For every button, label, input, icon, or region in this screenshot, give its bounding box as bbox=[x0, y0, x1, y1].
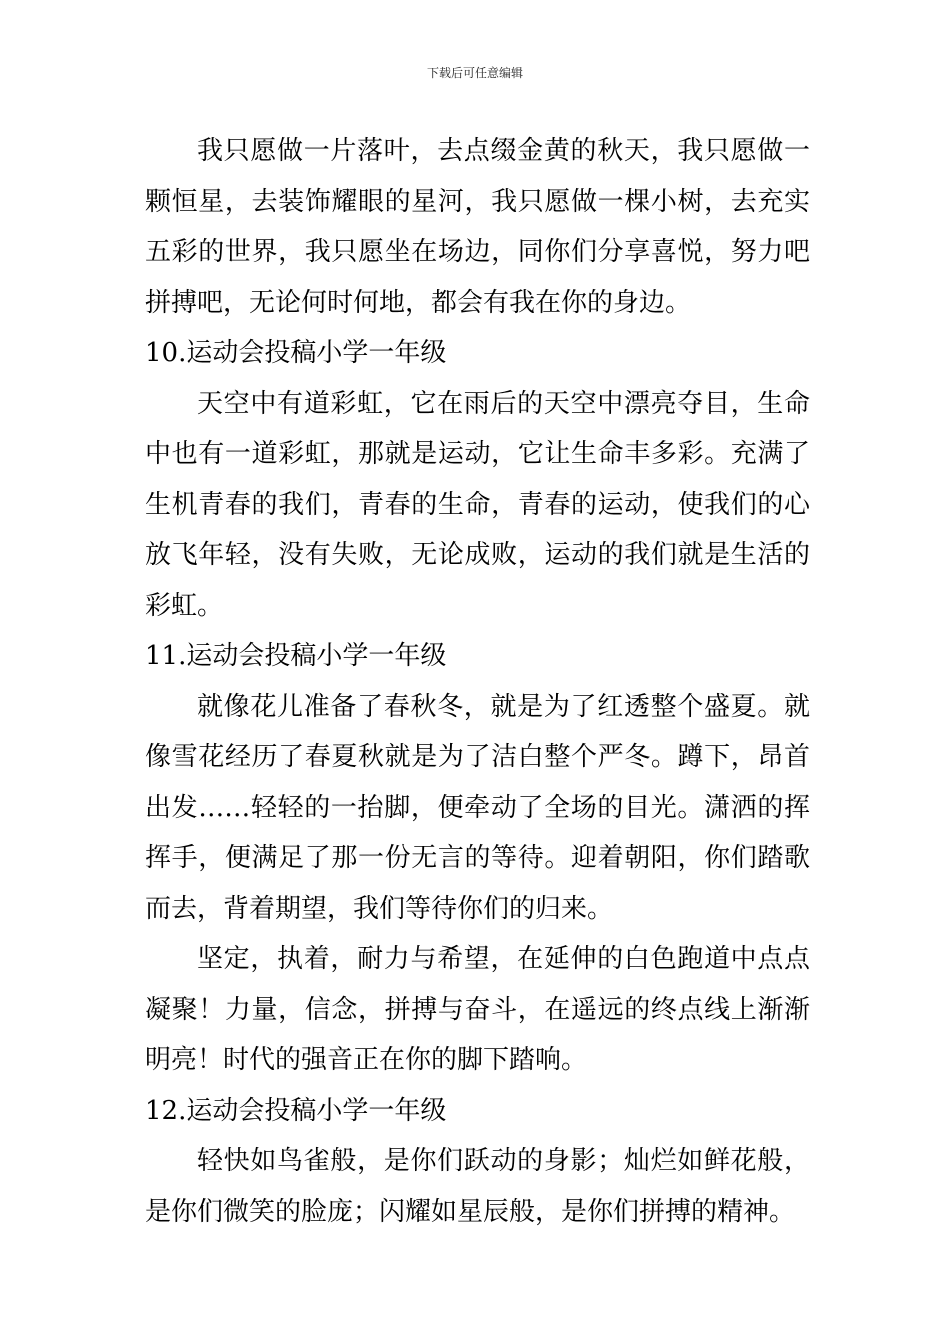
document-body bbox=[145, 126, 810, 1237]
section-heading-12: 12.运动会投稿小学一年级 bbox=[145, 1095, 447, 1126]
paragraph-3: 就像花儿准备了春秋冬，就是为了红透整个盛夏。就像雪花经历了春夏秋就是为了洁白整个严冬。蹲下，昂首出发……轻轻的一抬脚，便牵动了全场的目光。潇洒的挥挥手，便满足了那一份无言的等待。迎着朝阳，你们踏歌而去，背着期望，我们等待你们的归来。 bbox=[145, 691, 810, 924]
section-heading-10: 10.运动会投稿小学一年级 bbox=[145, 338, 447, 368]
section-heading-11: 11.运动会投稿小学一年级 bbox=[145, 641, 447, 671]
paragraph-4: 坚定，执着，耐力与希望，在延伸的白色跑道中点点凝聚！力量，信念，拼搏与奋斗，在遥远的终点线上渐渐明亮！时代的强音正在你的脚下踏响。 bbox=[145, 944, 810, 1075]
paragraph-1: 我只愿做一片落叶，去点缀金黄的秋天，我只愿做一颗恒星，去装饰耀眼的星河，我只愿做一棵小树，去充实五彩的世界，我只愿坐在场边，同你们分享喜悦，努力吧拼搏吧，无论何时何地，都会有我在你的身边。 bbox=[145, 136, 810, 318]
page-header: 下载后可任意编辑 bbox=[426, 66, 523, 80]
paragraph-5: 轻快如鸟雀般，是你们跃动的身影；灿烂如鲜花般，是你们微笑的脸庞；闪耀如星辰般，是你们拼搏的精神。 bbox=[145, 1146, 810, 1227]
paragraph-2: 天空中有道彩虹，它在雨后的天空中漂亮夺目，生命中也有一道彩虹，那就是运动，它让生命丰多彩。充满了生机青春的我们，青春的生命，青春的运动，使我们的心放飞年轻，没有失败，无论成败，运动的我们就是生活的彩虹。 bbox=[145, 388, 810, 621]
